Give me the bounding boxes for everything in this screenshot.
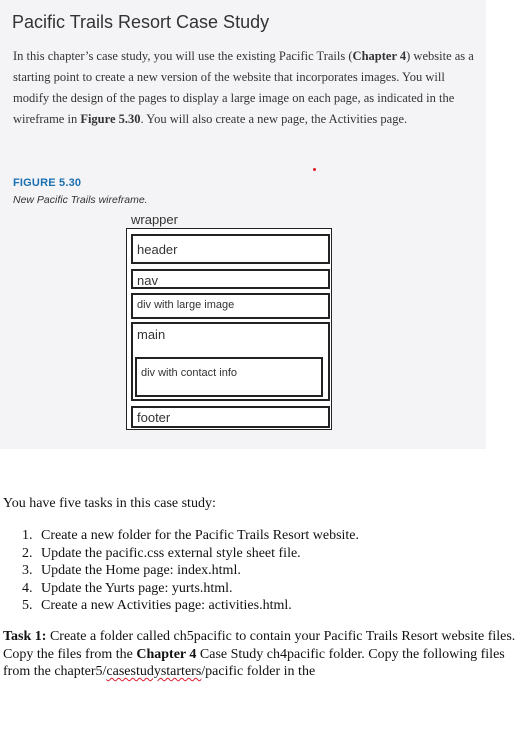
tasks-lead: You have five tasks in this case study:: [3, 496, 216, 511]
task-1-text-2: Case Study ch4pacific folder. Copy the following files from the chapter5/: [3, 646, 505, 679]
list-item-number: 4.: [22, 580, 33, 596]
figure-label: FIGURE 5.30: [13, 177, 82, 189]
task-1-paragraph: [3, 628, 523, 681]
red-dot-mark: [313, 168, 316, 171]
page-title: Pacific Trails Resort Case Study: [12, 12, 270, 32]
list-item-text: Update the Yurts page: yurts.html.: [41, 580, 233, 596]
intro-bold-chapter: Chapter 4: [352, 49, 407, 63]
wireframe-nav-box: [131, 269, 330, 289]
task-1-bold-chapter: Chapter 4: [136, 646, 197, 662]
intro-bold-figure: Figure 5.30: [80, 112, 141, 126]
wireframe-footer-box: [131, 406, 330, 428]
list-item: [0, 527, 359, 545]
wireframe-image-box: [131, 293, 330, 319]
wireframe-nav-label: nav: [137, 273, 158, 288]
wireframe-header-box: [131, 234, 330, 264]
task-1-text-3: /pacific folder in the: [201, 664, 316, 679]
list-item-text: Create a new folder for the Pacific Trails Resort website.: [41, 528, 360, 543]
list-item-text: Create a new Activities page: activities.html.: [41, 598, 292, 613]
list-item-number: 1.: [22, 528, 33, 543]
wireframe-contact-box: [135, 357, 323, 397]
intro-text-1: In this chapter’s case study, you will use the existing Pacific Trails (: [13, 49, 353, 63]
figure-caption: New Pacific Trails wireframe.: [13, 194, 148, 206]
wireframe-wrapper-label: wrapper: [131, 212, 178, 227]
list-item: [0, 545, 359, 563]
wireframe-main-label: main: [137, 327, 166, 342]
list-item-number: 5.: [22, 598, 33, 613]
intro-paragraph: [13, 46, 475, 130]
task-1-label: Task 1:: [3, 629, 47, 644]
task-1-text-1: Create a folder called ch5pacific to contain your Pacific Trails Resort website files. Copy the files from the: [3, 629, 516, 662]
list-item: [0, 562, 359, 580]
wireframe-footer-label: footer: [137, 410, 171, 425]
wireframe-image-label: div with large image: [137, 299, 235, 311]
list-item-number: 2.: [22, 545, 33, 561]
task-1-misspelled-word: casestudystarters: [106, 664, 202, 679]
list-item: [0, 597, 359, 615]
intro-text-3: . You will also create a new page, the Activities page.: [140, 112, 408, 126]
list-item-number: 3.: [22, 563, 33, 578]
task-list: [0, 527, 359, 615]
list-item: [0, 580, 359, 598]
wireframe-contact-label: div with contact info: [141, 367, 237, 379]
intro-text-2: ) website as a starting point to create a new version of the website that incorporates images. You will modify the design of the pages to display a large image on each page, as indicated in the wireframe in: [13, 49, 474, 126]
wireframe-header-label: header: [137, 242, 178, 257]
list-item-text: Update the pacific.css external style sheet file.: [41, 545, 301, 561]
list-item-text: Update the Home page: index.html.: [41, 563, 241, 578]
